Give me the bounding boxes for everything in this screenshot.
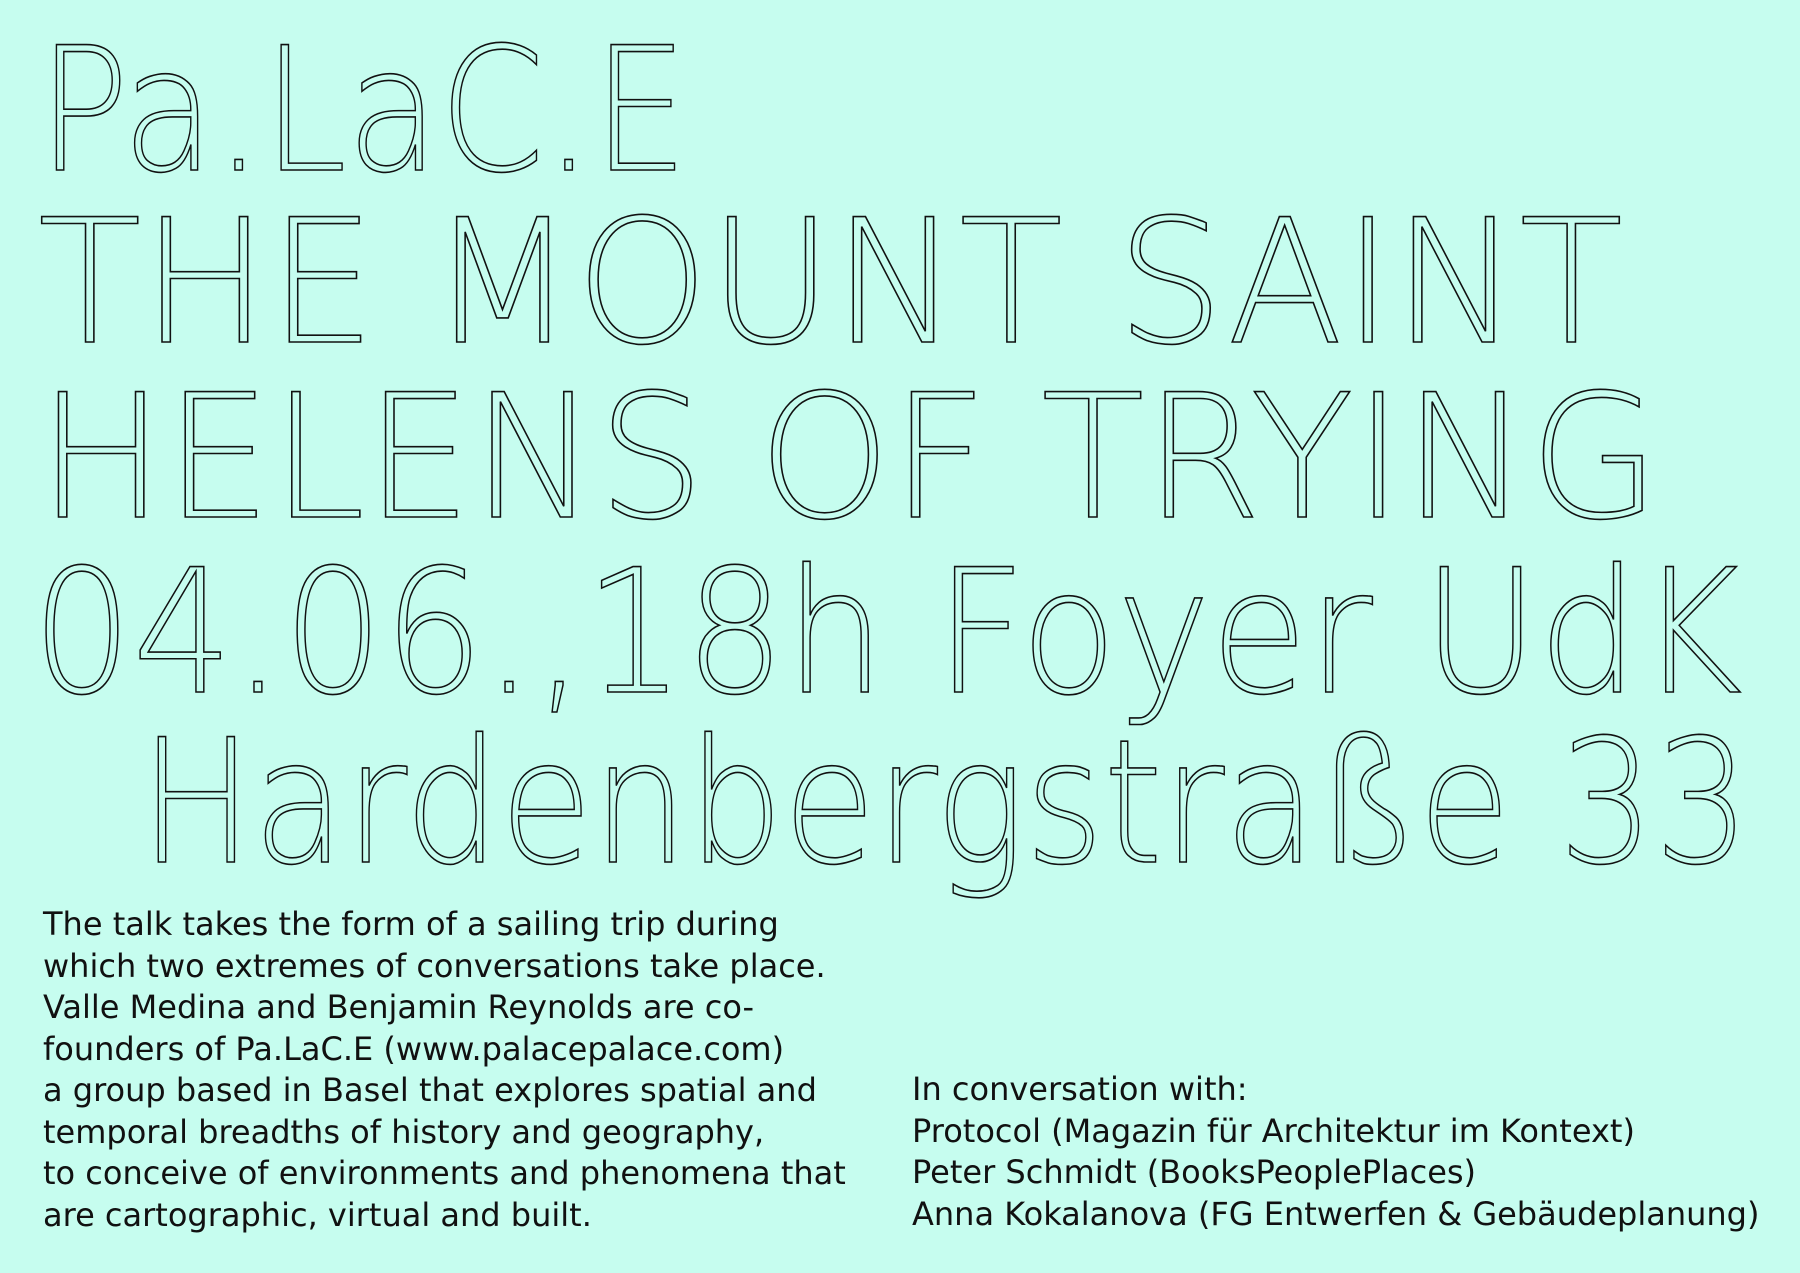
headline-line-5: Hardenbergstraße 33 — [140, 702, 1750, 903]
description-line: a group based in Basel that explores spatial and — [43, 1071, 817, 1109]
description-line: temporal breadths of history and geography, — [43, 1112, 765, 1151]
description-line: founders of Pa.LaC.E (www.palacepalace.com) — [43, 1029, 785, 1068]
guest-entry: Anna Kokalanova (FG Entwerfen & Gebäudeplanung) — [912, 1194, 1760, 1233]
headline-line-4: 04.06.,18h Foyer UdK — [32, 532, 1742, 733]
description-line: which two extremes of conversations take place. — [43, 946, 826, 985]
headline-line-1: Pa.LaC.E — [38, 10, 688, 211]
talk-description — [43, 904, 903, 1236]
description-line: are cartographic, virtual and built. — [43, 1195, 592, 1234]
headline-line-3: HELENS OF TRYING — [38, 357, 1660, 558]
guest-entry: Protocol (Magazin für Architektur im Kontext) — [912, 1111, 1635, 1150]
headline-line-2: THE MOUNT SAINT — [38, 182, 1623, 383]
conversation-heading: In conversation with: — [912, 1070, 1248, 1108]
description-line: Valle Medina and Benjamin Reynolds are co- — [43, 988, 755, 1026]
description-line: to conceive of environments and phenomena that — [43, 1154, 846, 1192]
guest-entry: Peter Schmidt (BooksPeoplePlaces) — [912, 1153, 1477, 1191]
description-line: The talk takes the form of a sailing trip during — [43, 905, 779, 943]
conversation-guests — [912, 1069, 1792, 1235]
